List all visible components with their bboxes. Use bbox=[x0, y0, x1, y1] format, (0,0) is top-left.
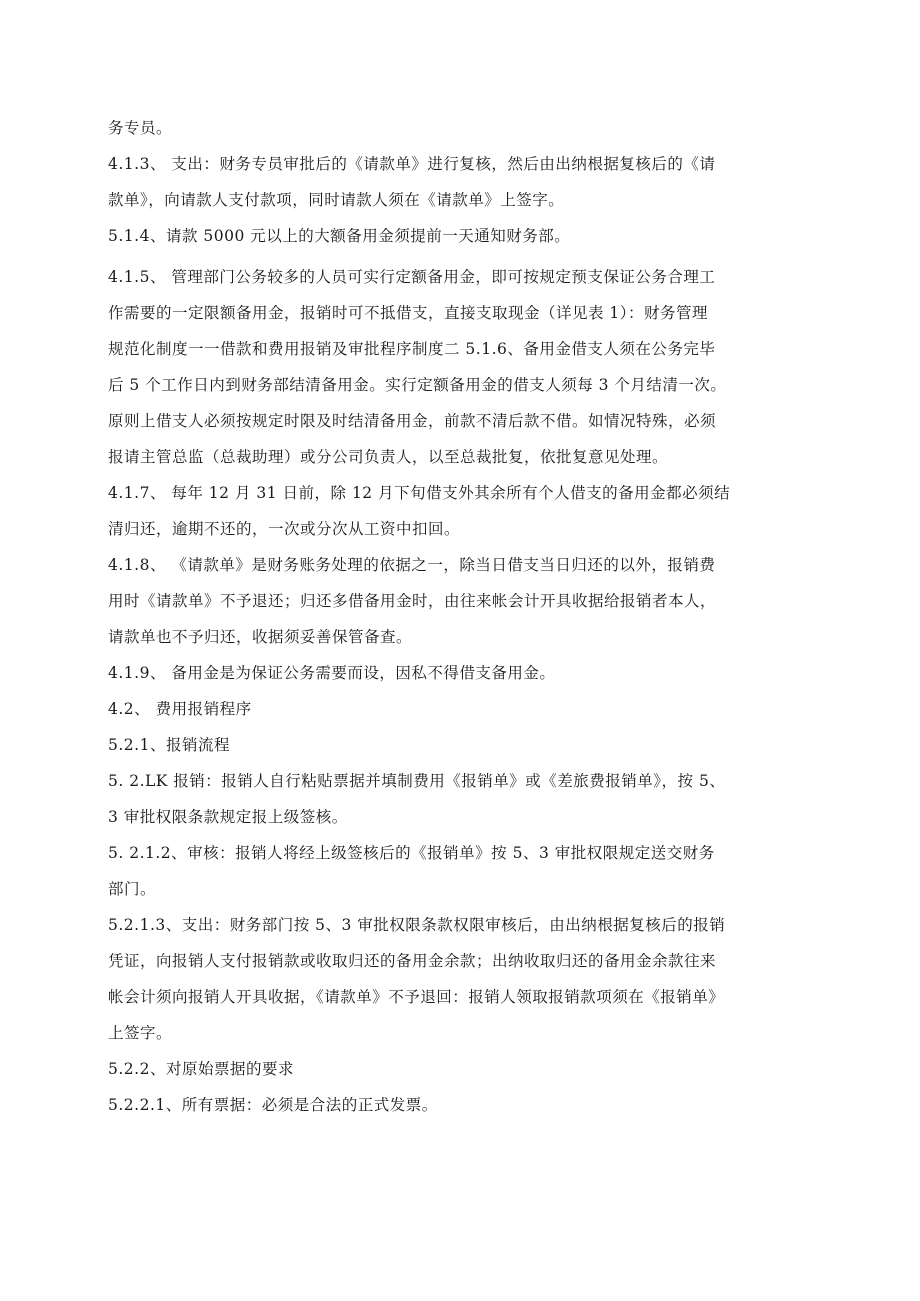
text-line: 5. 2.1.2、审核：报销人将经上级签核后的《报销单》按 5、3 审批权限规定送交财务 bbox=[108, 844, 715, 862]
text-line: 4.1.8、 《请款单》是财务账务处理的依据之一，除当日借支当日归还的以外，报销费 bbox=[108, 556, 716, 574]
text-line: 4.1.5、 管理部门公务较多的人员可实行定额备用金，即可按规定预支保证公务合理工 bbox=[108, 268, 716, 286]
text-line: 规范化制度一一借款和费用报销及审批程序制度二 5.1.6、备用金借支人须在公务完毕 bbox=[108, 340, 716, 358]
text-line: 帐会计须向报销人开具收据，《请款单》不予退回：报销人领取报销款项须在《报销单》 bbox=[108, 988, 725, 1006]
text-line: 5.2.2.1、所有票据：必须是合法的正式发票。 bbox=[108, 1096, 438, 1114]
text-line: 5.2.2、对原始票据的要求 bbox=[108, 1060, 294, 1078]
text-line: 4.1.7、 每年 12 月 31 日前，除 12 月下旬借支外其余所有个人借支的备用金都必须结 bbox=[108, 484, 731, 502]
text-line: 部门。 bbox=[108, 880, 157, 898]
text-line: 原则上借支人必须按规定时限及时结清备用金，前款不清后款不借。如情况特殊，必须 bbox=[108, 412, 717, 430]
text-line: 5.2.1.3、支出：财务部门按 5、3 审批权限条款权限审核后，由出纳根据复核后的报销 bbox=[108, 916, 726, 934]
text-line: 4.1.9、 备用金是为保证公务需要而设，因私不得借支备用金。 bbox=[108, 664, 556, 682]
text-line: 作需要的一定限额备用金，报销时可不抵借支，直接支取现金（详见表 1）：财务管理 bbox=[108, 304, 709, 322]
text-line: 上签字。 bbox=[108, 1024, 173, 1042]
text-line: 请款单也不予归还，收据须妥善保管备查。 bbox=[108, 628, 413, 646]
text-line: 款单》，向请款人支付款项，同时请款人须在《请款单》上签字。 bbox=[108, 191, 565, 209]
text-line: 后 5 个工作日内到财务部结清备用金。实行定额备用金的借支人须每 3 个月结清一次。 bbox=[108, 376, 727, 394]
text-line: 凭证，向报销人支付报销款或收取归还的备用金余款；出纳收取归还的备用金余款往来 bbox=[108, 952, 717, 970]
text-line: 清归还，逾期不还的，一次或分次从工资中扣回。 bbox=[108, 520, 461, 538]
text-line: 3 审批权限条款规定报上级签核。 bbox=[108, 808, 348, 826]
text-line: 务专员。 bbox=[108, 119, 173, 137]
text-line: 4.2、 费用报销程序 bbox=[108, 700, 252, 718]
document-body bbox=[108, 112, 813, 1122]
text-line: 5.1.4、请款 5000 元以上的大额备用金须提前一天通知财务部。 bbox=[108, 227, 571, 245]
text-line: 用时《请款单》不予退还；归还多借备用金时，由往来帐会计开具收据给报销者本人， bbox=[108, 592, 717, 610]
text-line: 4.1.3、 支出：财务专员审批后的《请款单》进行复核，然后由出纳根据复核后的《请 bbox=[108, 155, 716, 173]
text-line: 5. 2.LK 报销：报销人自行粘贴票据并填制费用《报销单》或《差旅费报销单》，按 5、 bbox=[108, 772, 726, 790]
text-line: 报请主管总监（总裁助理）或分公司负责人，以至总裁批复，依批复意见处理。 bbox=[108, 448, 669, 466]
text-line: 5.2.1、报销流程 bbox=[108, 736, 230, 754]
